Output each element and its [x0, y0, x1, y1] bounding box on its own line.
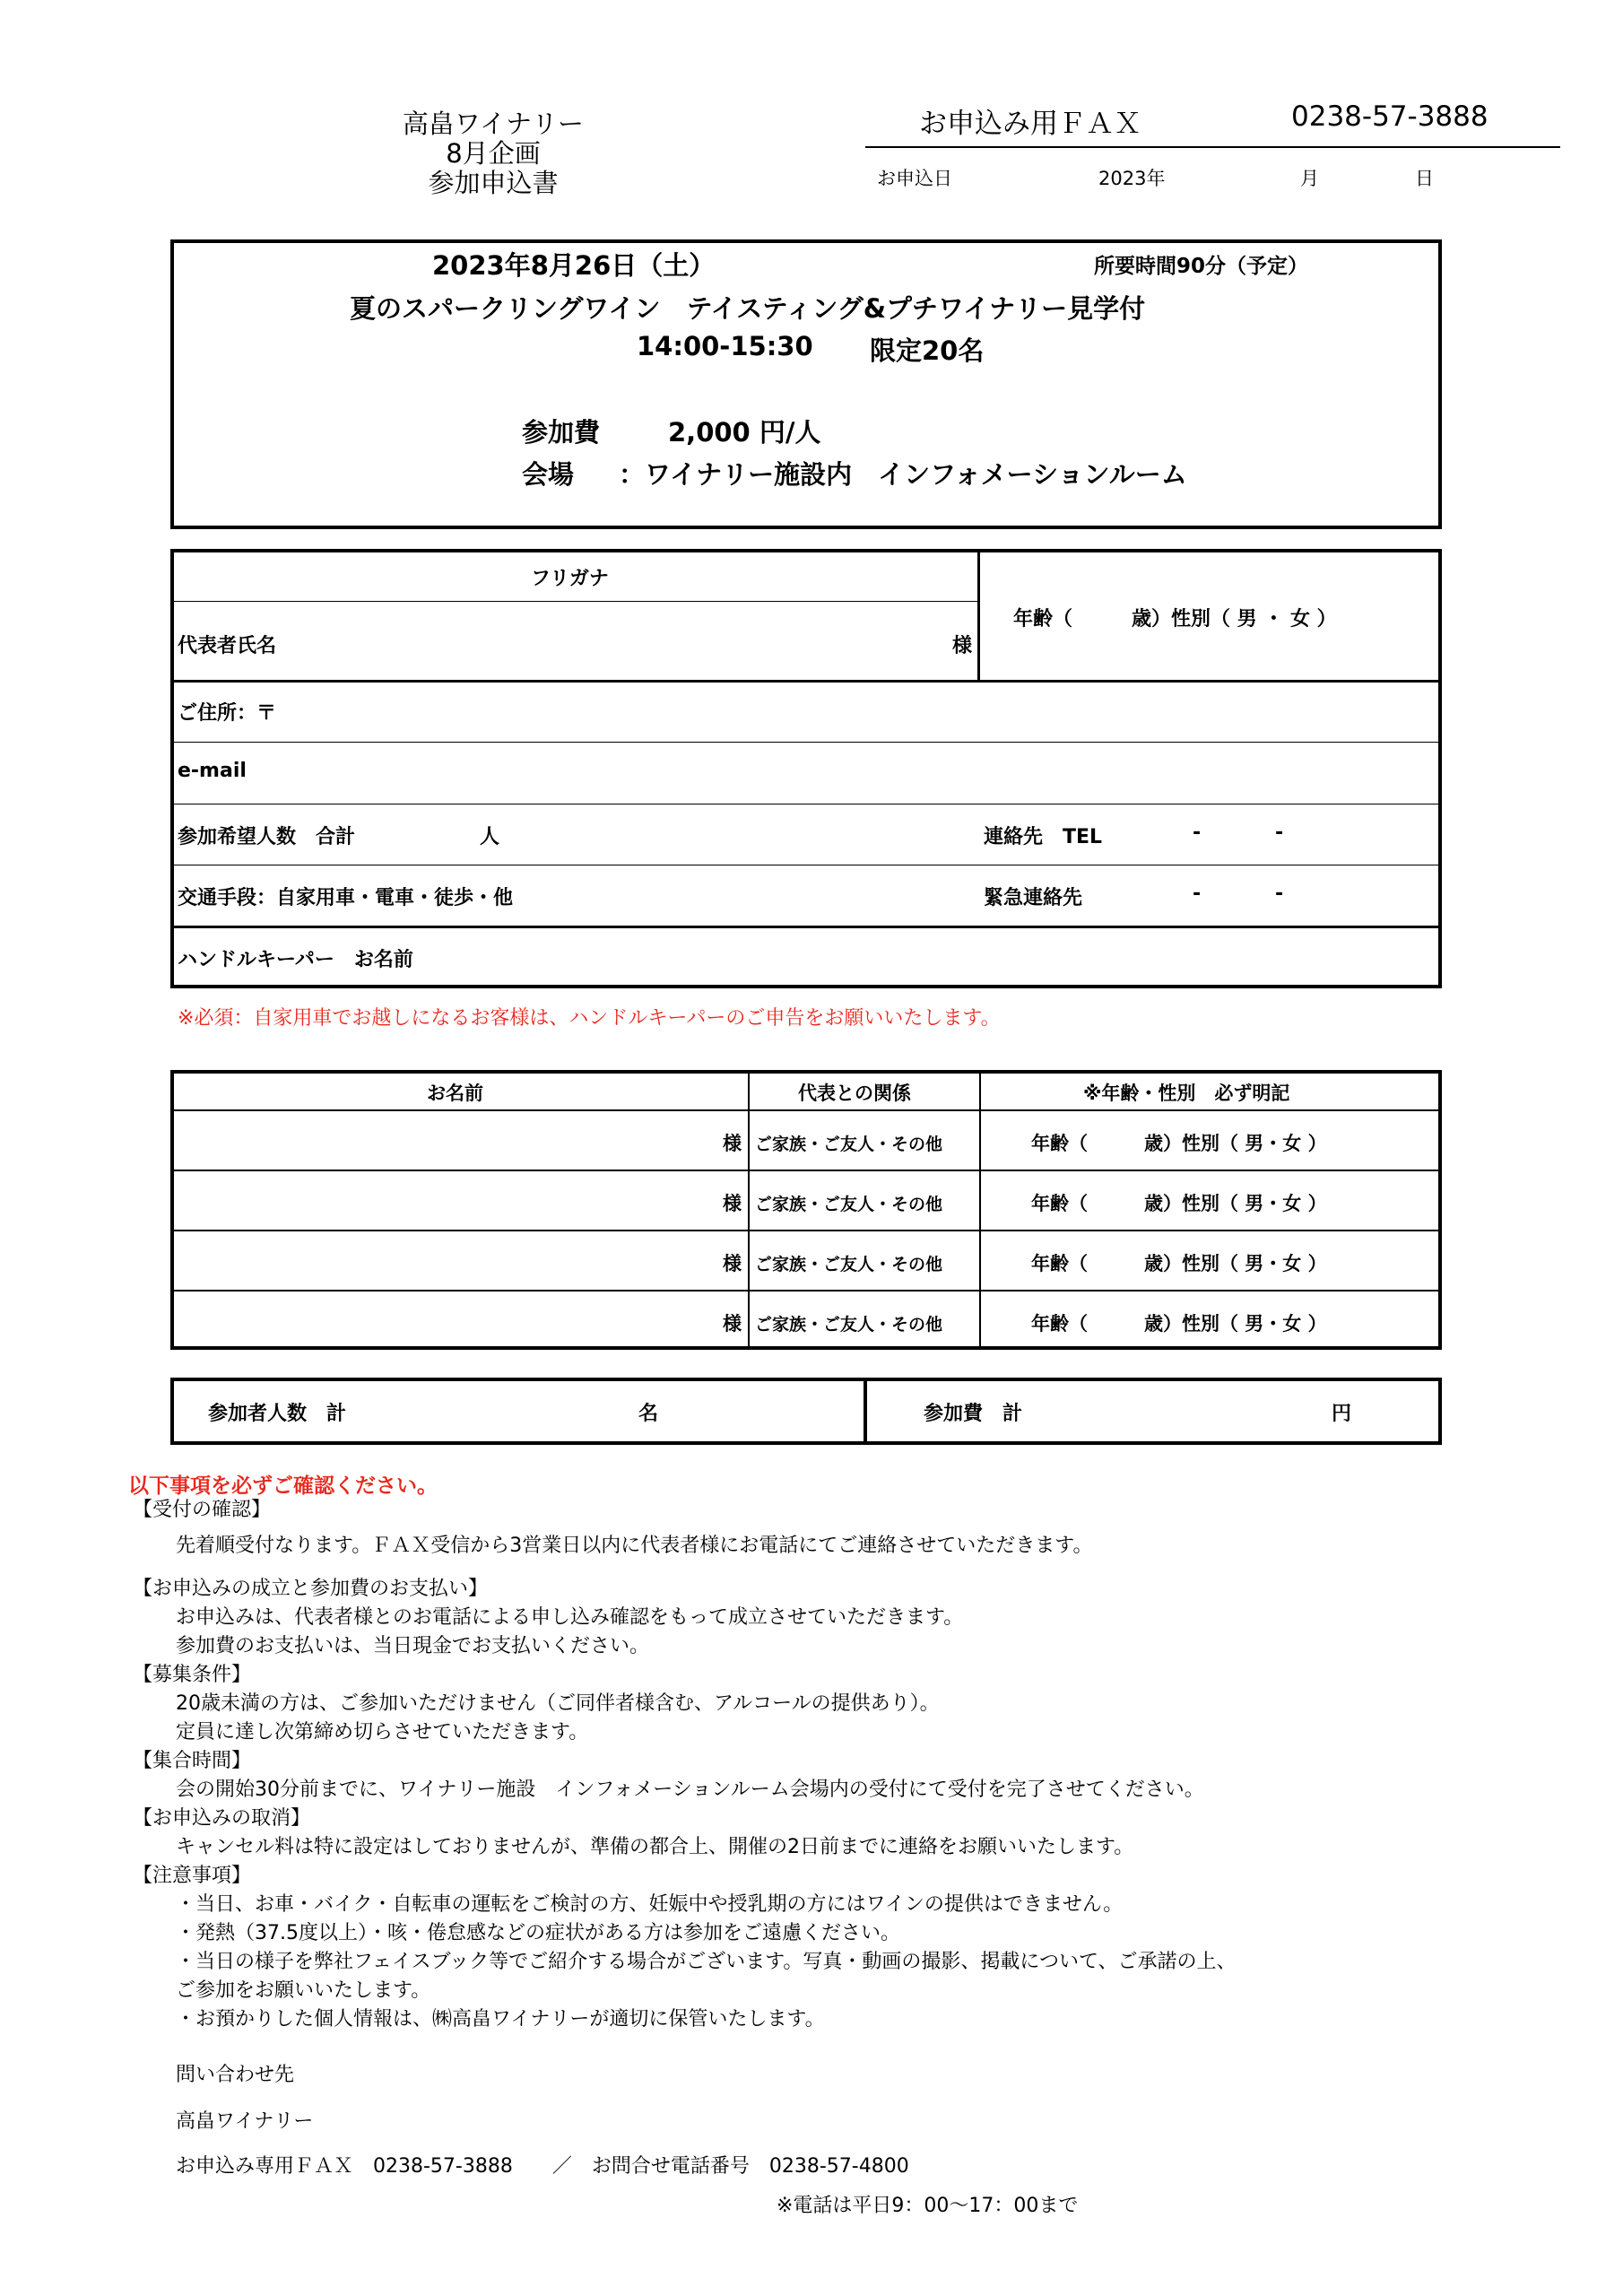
form-line [172, 742, 1440, 743]
header-line [172, 1109, 1440, 1111]
address-label: ご住所：〒 [178, 702, 277, 725]
tel-dash: - [1275, 822, 1284, 844]
section-title: 【お申込みの取消】 [133, 1807, 311, 1830]
notice-line: ご参加をお願いいたします。 [176, 1979, 431, 2002]
row-line [172, 1170, 1440, 1171]
furigana-label: フリガナ [531, 568, 609, 590]
event-time: 14:00-15:30 [637, 331, 813, 361]
fax-number: 0238-57-3888 [1291, 100, 1488, 133]
title-line: 高畠ワイナリー [402, 109, 585, 139]
fee-value: 2,000 円/人 [668, 417, 821, 448]
notice-line: キャンセル料は特に設定はしておりませんが、準備の都合上、開催の2日前までに連絡をお願いいたします。 [176, 1836, 1134, 1858]
section-title: 【お申込みの成立と参加費のお支払い】 [133, 1578, 489, 1600]
sama-suffix: 様 [723, 1133, 742, 1154]
event-date: 2023年8月26日（土） [432, 250, 716, 281]
handle-keeper-note: ※必須：自家用車でお越しになるお客様は、ハンドルキーパーのご申告をお願いいたします。 [178, 1007, 1001, 1030]
sama-suffix: 様 [723, 1193, 742, 1214]
num-people-label: 参加希望人数 合計 [178, 826, 356, 848]
emergency-dash: - [1193, 883, 1202, 905]
handle-keeper-label: ハンドルキーパー お名前 [178, 949, 413, 971]
notice-line: 先着順受付なります。ＦＡＸ受信から3営業日以内に代表者様にお電話にてご連絡させていただきます。 [176, 1535, 1093, 1557]
section-title: 【受付の確認】 [133, 1499, 272, 1521]
age-gender-field: 年齢（ 歳）性別（ 男・女 ） [1031, 1253, 1327, 1274]
apply-date-label: お申込日 [877, 168, 952, 189]
emergency-dash: - [1275, 883, 1284, 905]
contact-label: 問い合わせ先 [176, 2064, 295, 2086]
contact-fax-line: お申込み専用ＦＡＸ 0238-57-3888 ／ お問合せ電話番号 0238-57-4800 [176, 2155, 909, 2178]
apply-year: 2023年 [1098, 168, 1166, 189]
header-divider [865, 146, 1560, 148]
relation-options: ご家族・ご友人・その他 [755, 1255, 943, 1274]
notice-line: 会の開始30分前までに、ワイナリー施設 インフォメーションルーム会場内の受付にて受付を完了させてください。 [176, 1779, 1204, 1801]
row-line [172, 1290, 1440, 1292]
relation-options: ご家族・ご友人・その他 [755, 1315, 943, 1335]
notice-line: 定員に達し次第締め切らさせていただきます。 [176, 1721, 589, 1744]
notice-line: 20歳未満の方は、ご参加いただけません（ご同伴者様含む、アルコールの提供あり）。 [176, 1692, 940, 1715]
event-duration: 所要時間90分（予定） [1094, 255, 1309, 278]
notice-list [133, 1496, 1478, 2034]
notice-line: ・当日の様子を弊社フェイスブック等でご紹介する場合がございます。写真・動画の撮影、掲載について、ご承諾の上、 [176, 1951, 1237, 1973]
totals-divider [864, 1378, 867, 1445]
row-line [172, 1230, 1440, 1231]
section-title: 【集合時間】 [133, 1750, 252, 1772]
form-divider [977, 549, 980, 682]
col-header-name: お名前 [427, 1083, 483, 1104]
age-gender-field: 年齢（ 歳）性別（ 男・女 ） [1031, 1133, 1327, 1154]
people-total-unit: 名 [638, 1403, 659, 1425]
notice-line: ・お預かりした個人情報は、㈱高畠ワイナリーが適切に保管いたします。 [176, 2008, 825, 2031]
age-gender-field: 年齢（ 歳）性別（ 男・女 ） [1031, 1193, 1327, 1214]
apply-day: 日 [1415, 168, 1434, 189]
fax-label: お申込み用ＦＡＸ [919, 108, 1141, 140]
notice-line: 参加費のお支払いは、当日現金でお支払いください。 [176, 1635, 650, 1657]
col-header-relation: 代表との関係 [798, 1083, 911, 1104]
venue-label: 会場 [522, 459, 575, 490]
sama-suffix: 様 [723, 1313, 742, 1335]
venue-value: ：ワイナリー施設内 インフォメーションルーム [619, 459, 1187, 490]
age-gender-field: 年齢（ 歳）性別（ 男・女 ） [1031, 1313, 1327, 1335]
contact-company: 高畠ワイナリー [176, 2110, 314, 2133]
num-people-unit: 人 [480, 826, 500, 848]
form-line [172, 926, 1440, 928]
transport-label: 交通手段：自家用車・電車・徒歩・他 [178, 887, 514, 909]
contact-hours: ※電話は平日9：00～17：00まで [777, 2195, 1079, 2217]
title-line: 参加申込書 [428, 168, 559, 198]
col-divider [979, 1070, 981, 1350]
emergency-label: 緊急連絡先 [984, 887, 1083, 909]
email-label: e-mail [178, 760, 247, 782]
notice-line: お申込みは、代表者様とのお電話による申し込み確認をもって成立させていただきます。 [176, 1606, 964, 1629]
relation-options: ご家族・ご友人・その他 [755, 1135, 943, 1154]
fee-total-unit: 円 [1332, 1403, 1352, 1425]
section-title: 【注意事項】 [133, 1865, 252, 1887]
relation-options: ご家族・ご友人・その他 [755, 1195, 943, 1214]
event-title: 夏のスパークリングワイン テイスティング&プチワイナリー見学付 [350, 293, 1146, 324]
fee-total-label: 参加費 計 [924, 1403, 1023, 1425]
event-capacity: 限定20名 [870, 335, 985, 366]
notice-line: ・発熱（37.5度以上）・咳・倦怠感などの症状がある方は参加をご遠慮ください。 [176, 1922, 900, 1944]
section-title: 【募集条件】 [133, 1664, 252, 1686]
contact-tel-label: 連絡先 TEL [984, 826, 1103, 848]
col-divider [748, 1070, 750, 1350]
notice-line: ・当日、お車・バイク・自転車の運転をご検討の方、妊娠中や授乳期の方にはワインの提供はできません。 [176, 1893, 1124, 1916]
rep-name-label: 代表者氏名 [178, 635, 277, 657]
form-line [172, 680, 1440, 683]
sama-suffix: 様 [723, 1253, 742, 1274]
sama-suffix: 様 [952, 635, 973, 657]
title-line: 8月企画 [446, 138, 541, 169]
age-gender-field: 年齢（ 歳）性別（ 男 ・ 女 ） [1013, 608, 1337, 631]
apply-month: 月 [1300, 168, 1319, 189]
notice-heading: 以下事項を必ずご確認ください。 [128, 1474, 438, 1498]
tel-dash: - [1193, 822, 1202, 844]
people-total-label: 参加者人数 計 [208, 1403, 347, 1425]
document-title [341, 109, 646, 198]
col-header-age: ※年齢・性別 必ず明記 [1083, 1083, 1290, 1104]
totals-box [170, 1378, 1442, 1445]
fee-label: 参加費 [522, 417, 601, 448]
form-line [172, 601, 977, 602]
